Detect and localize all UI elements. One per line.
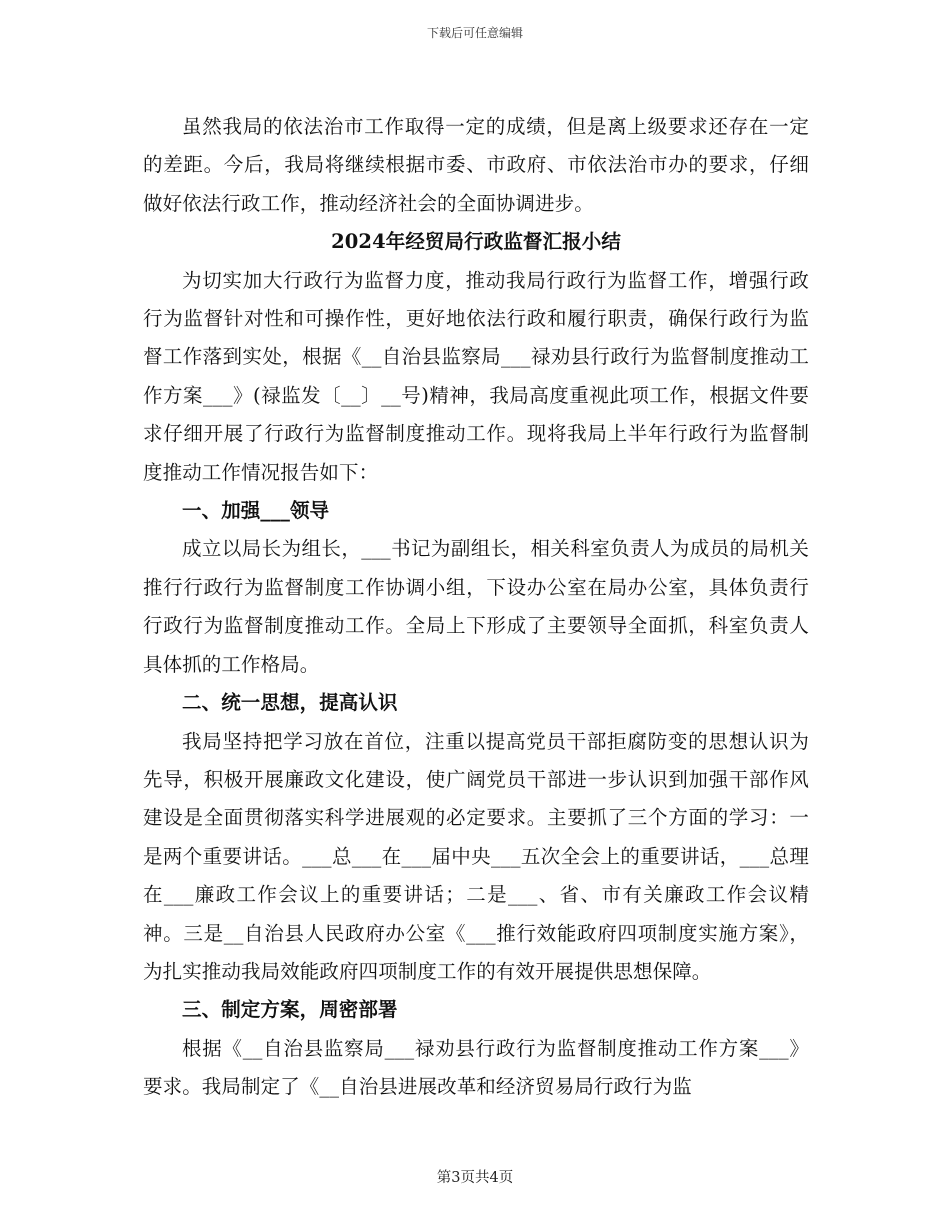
section-heading-2: 二、统一思想，提高认识 (182, 691, 398, 715)
paragraph-4: 根据《__自治县监察局___禄劝县行政行为监督制度推动工作方案___》要求。我局制定了《__自治县进展改革和经济贸易局行政行为监 (143, 1036, 809, 1099)
paragraph-2: 成立以局长为组长，___书记为副组长，相关科室负责人为成员的局机关推行行政行为监督制度工作协调小组，下设办公室在局办公室，具体负责行行政行为监督制度推动工作。全局上下形成了主要领导全面抓，科室负责人具体抓的工作格局。 (143, 537, 809, 676)
page-header-note: 下载后可任意编辑 (426, 26, 523, 40)
section-heading-3: 三、制定方案，周密部署 (182, 998, 398, 1022)
intro-paragraph: 虽然我局的依法治市工作取得一定的成绩，但是离上级要求还存在一定的差距。今后，我局将继续根据市委、市政府、市依法治市办的要求，仔细做好依法行政工作，推动经济社会的全面协调进步。 (143, 115, 809, 215)
page-number-footer: 第3页共4页 (436, 1170, 514, 1186)
document-title: 2024年经贸局行政监督汇报小结 (331, 230, 621, 254)
document-body (143, 108, 809, 1107)
paragraph-1: 为切实加大行政行为监督力度，推动我局行政行为监督工作，增强行政行为监督针对性和可操作性，更好地依法行政和履行职责，确保行政行为监督工作落到实处，根据《__自治县监察局___禄劝县行政行为监督制度推动工作方案___》(禄监发〔__〕__号)精神，我局高度重视此项工作，根据文件要求仔细开展了行政行为监督制度推动工作。现将我局上半年行政行为监督制度推动工作情况报告如下： (143, 268, 809, 484)
section-heading-1: 一、加强___领导 (182, 499, 330, 523)
paragraph-3: 我局坚持把学习放在首位，注重以提高党员干部拒腐防变的思想认识为先导，积极开展廉政文化建设，使广阔党员干部进一步认识到加强干部作风建设是全面贯彻落实科学进展观的必定要求。主要抓了三个方面的学习：一是两个重要讲话。___总___在___届中央___五次全会上的重要讲话，___总理在___廉政工作会议上的重要讲话；二是___、省、市有关廉政工作会议精神。三是__自治县人民政府办公室《___推行效能政府四项制度实施方案》，为扎实推动我局效能政府四项制度工作的有效开展提供思想保障。 (143, 729, 809, 983)
